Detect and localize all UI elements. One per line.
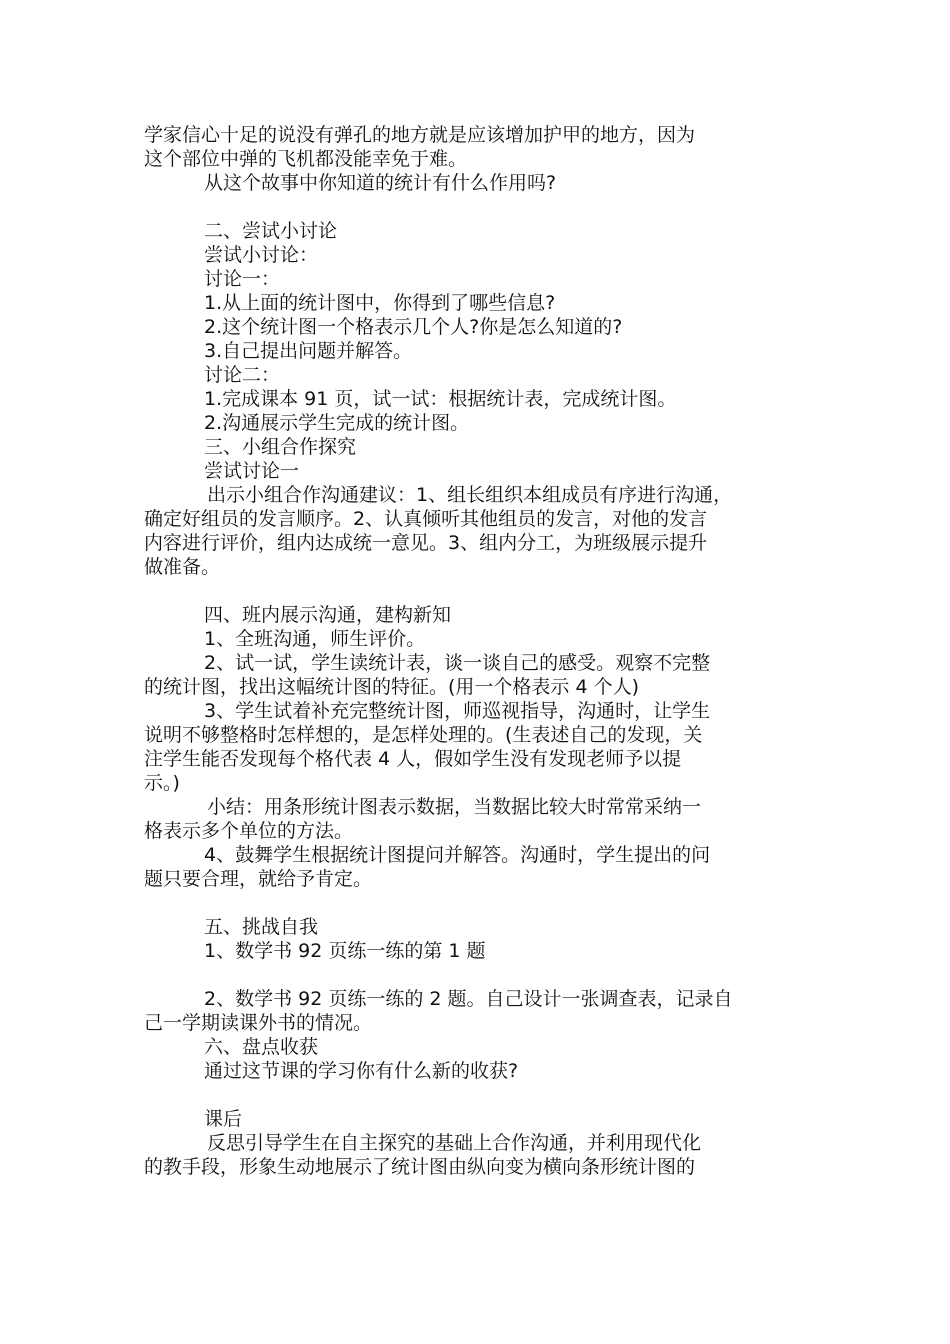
list-item: 1.完成课本 91 页，试一试：根据统计表，完成统计图。 — [204, 388, 677, 410]
paragraph-line: 出示小组合作沟通建议：1、组长组织本组成员有序进行沟通， — [207, 484, 733, 506]
section-heading-3: 三、小组合作探究 — [204, 436, 357, 458]
blank-line — [144, 579, 812, 603]
blank-line — [144, 963, 812, 987]
list-item: 1.从上面的统计图中，你得到了哪些信息? — [204, 292, 556, 314]
list-item: 4、鼓舞学生根据统计图提问并解答。沟通时，学生提出的问 — [204, 844, 711, 866]
list-item: 2.沟通展示学生完成的统计图。 — [204, 412, 470, 434]
blank-line — [144, 195, 812, 219]
subheading: 尝试讨论一 — [204, 460, 300, 482]
paragraph-line: 注学生能否发现每个格代表 4 人，假如学生没有发现老师予以提 — [144, 748, 682, 770]
discussion-one-heading: 讨论一： — [204, 268, 281, 290]
paragraph-line: 题只要合理，就给予肯定。 — [144, 868, 373, 890]
paragraph-line: 确定好组员的发言顺序。2、认真倾听其他组员的发言，对他的发言 — [144, 508, 708, 530]
list-item: 2、试一试，学生读统计表，谈一谈自己的感受。观察不完整 — [204, 652, 711, 674]
subheading: 尝试小讨论： — [204, 244, 319, 266]
section-heading-4: 四、班内展示沟通，建构新知 — [204, 604, 452, 626]
list-item: 3.自己提出问题并解答。 — [204, 340, 413, 362]
paragraph-line: 反思引导学生在自主探究的基础上合作沟通，并利用现代化 — [207, 1132, 702, 1154]
blank-line — [144, 1083, 812, 1107]
section-heading-5: 五、挑战自我 — [204, 916, 319, 938]
blank-line — [144, 891, 812, 915]
list-item: 2.这个统计图一个格表示几个人?你是怎么知道的? — [204, 316, 623, 338]
paragraph-line: 格表示多个单位的方法。 — [144, 820, 354, 842]
summary-line: 小结：用条形统计图表示数据，当数据比较大时常常采纳一 — [207, 796, 702, 818]
section-heading-2: 二、尝试小讨论 — [204, 220, 338, 242]
paragraph-line: 的统计图，找出这幅统计图的特征。(用一个格表示 4 个人) — [144, 676, 639, 698]
paragraph-line: 说明不够整格时怎样想的，是怎样处理的。(生表述自己的发现，关 — [144, 724, 703, 746]
question-line: 从这个故事中你知道的统计有什么作用吗? — [204, 172, 557, 194]
list-item: 1、数学书 92 页练一练的第 1 题 — [204, 940, 486, 962]
after-class-heading: 课后 — [204, 1108, 243, 1130]
paragraph-line: 己一学期读课外书的情况。 — [144, 1012, 373, 1034]
paragraph-line: 做准备。 — [144, 556, 221, 578]
paragraph-line: 内容进行评价，组内达成统一意见。3、组内分工，为班级展示提升 — [144, 532, 708, 554]
paragraph-line: 这个部位中弹的飞机都没能幸免于难。 — [144, 148, 468, 170]
document-body — [144, 123, 812, 1179]
paragraph-line: 学家信心十足的说没有弹孔的地方就是应该增加护甲的地方，因为 — [144, 124, 696, 146]
list-item: 1、全班沟通，师生评价。 — [204, 628, 426, 650]
list-item: 2、数学书 92 页练一练的 2 题。自己设计一张调查表，记录自 — [204, 988, 733, 1010]
paragraph-line: 示。) — [144, 772, 180, 794]
paragraph-line: 的教手段，形象生动地展示了统计图由纵向变为横向条形统计图的 — [144, 1156, 696, 1178]
discussion-two-heading: 讨论二： — [204, 364, 281, 386]
list-item: 3、学生试着补充完整统计图，师巡视指导，沟通时，让学生 — [204, 700, 711, 722]
question-line: 通过这节课的学习你有什么新的收获? — [204, 1060, 519, 1082]
section-heading-6: 六、盘点收获 — [204, 1036, 319, 1058]
